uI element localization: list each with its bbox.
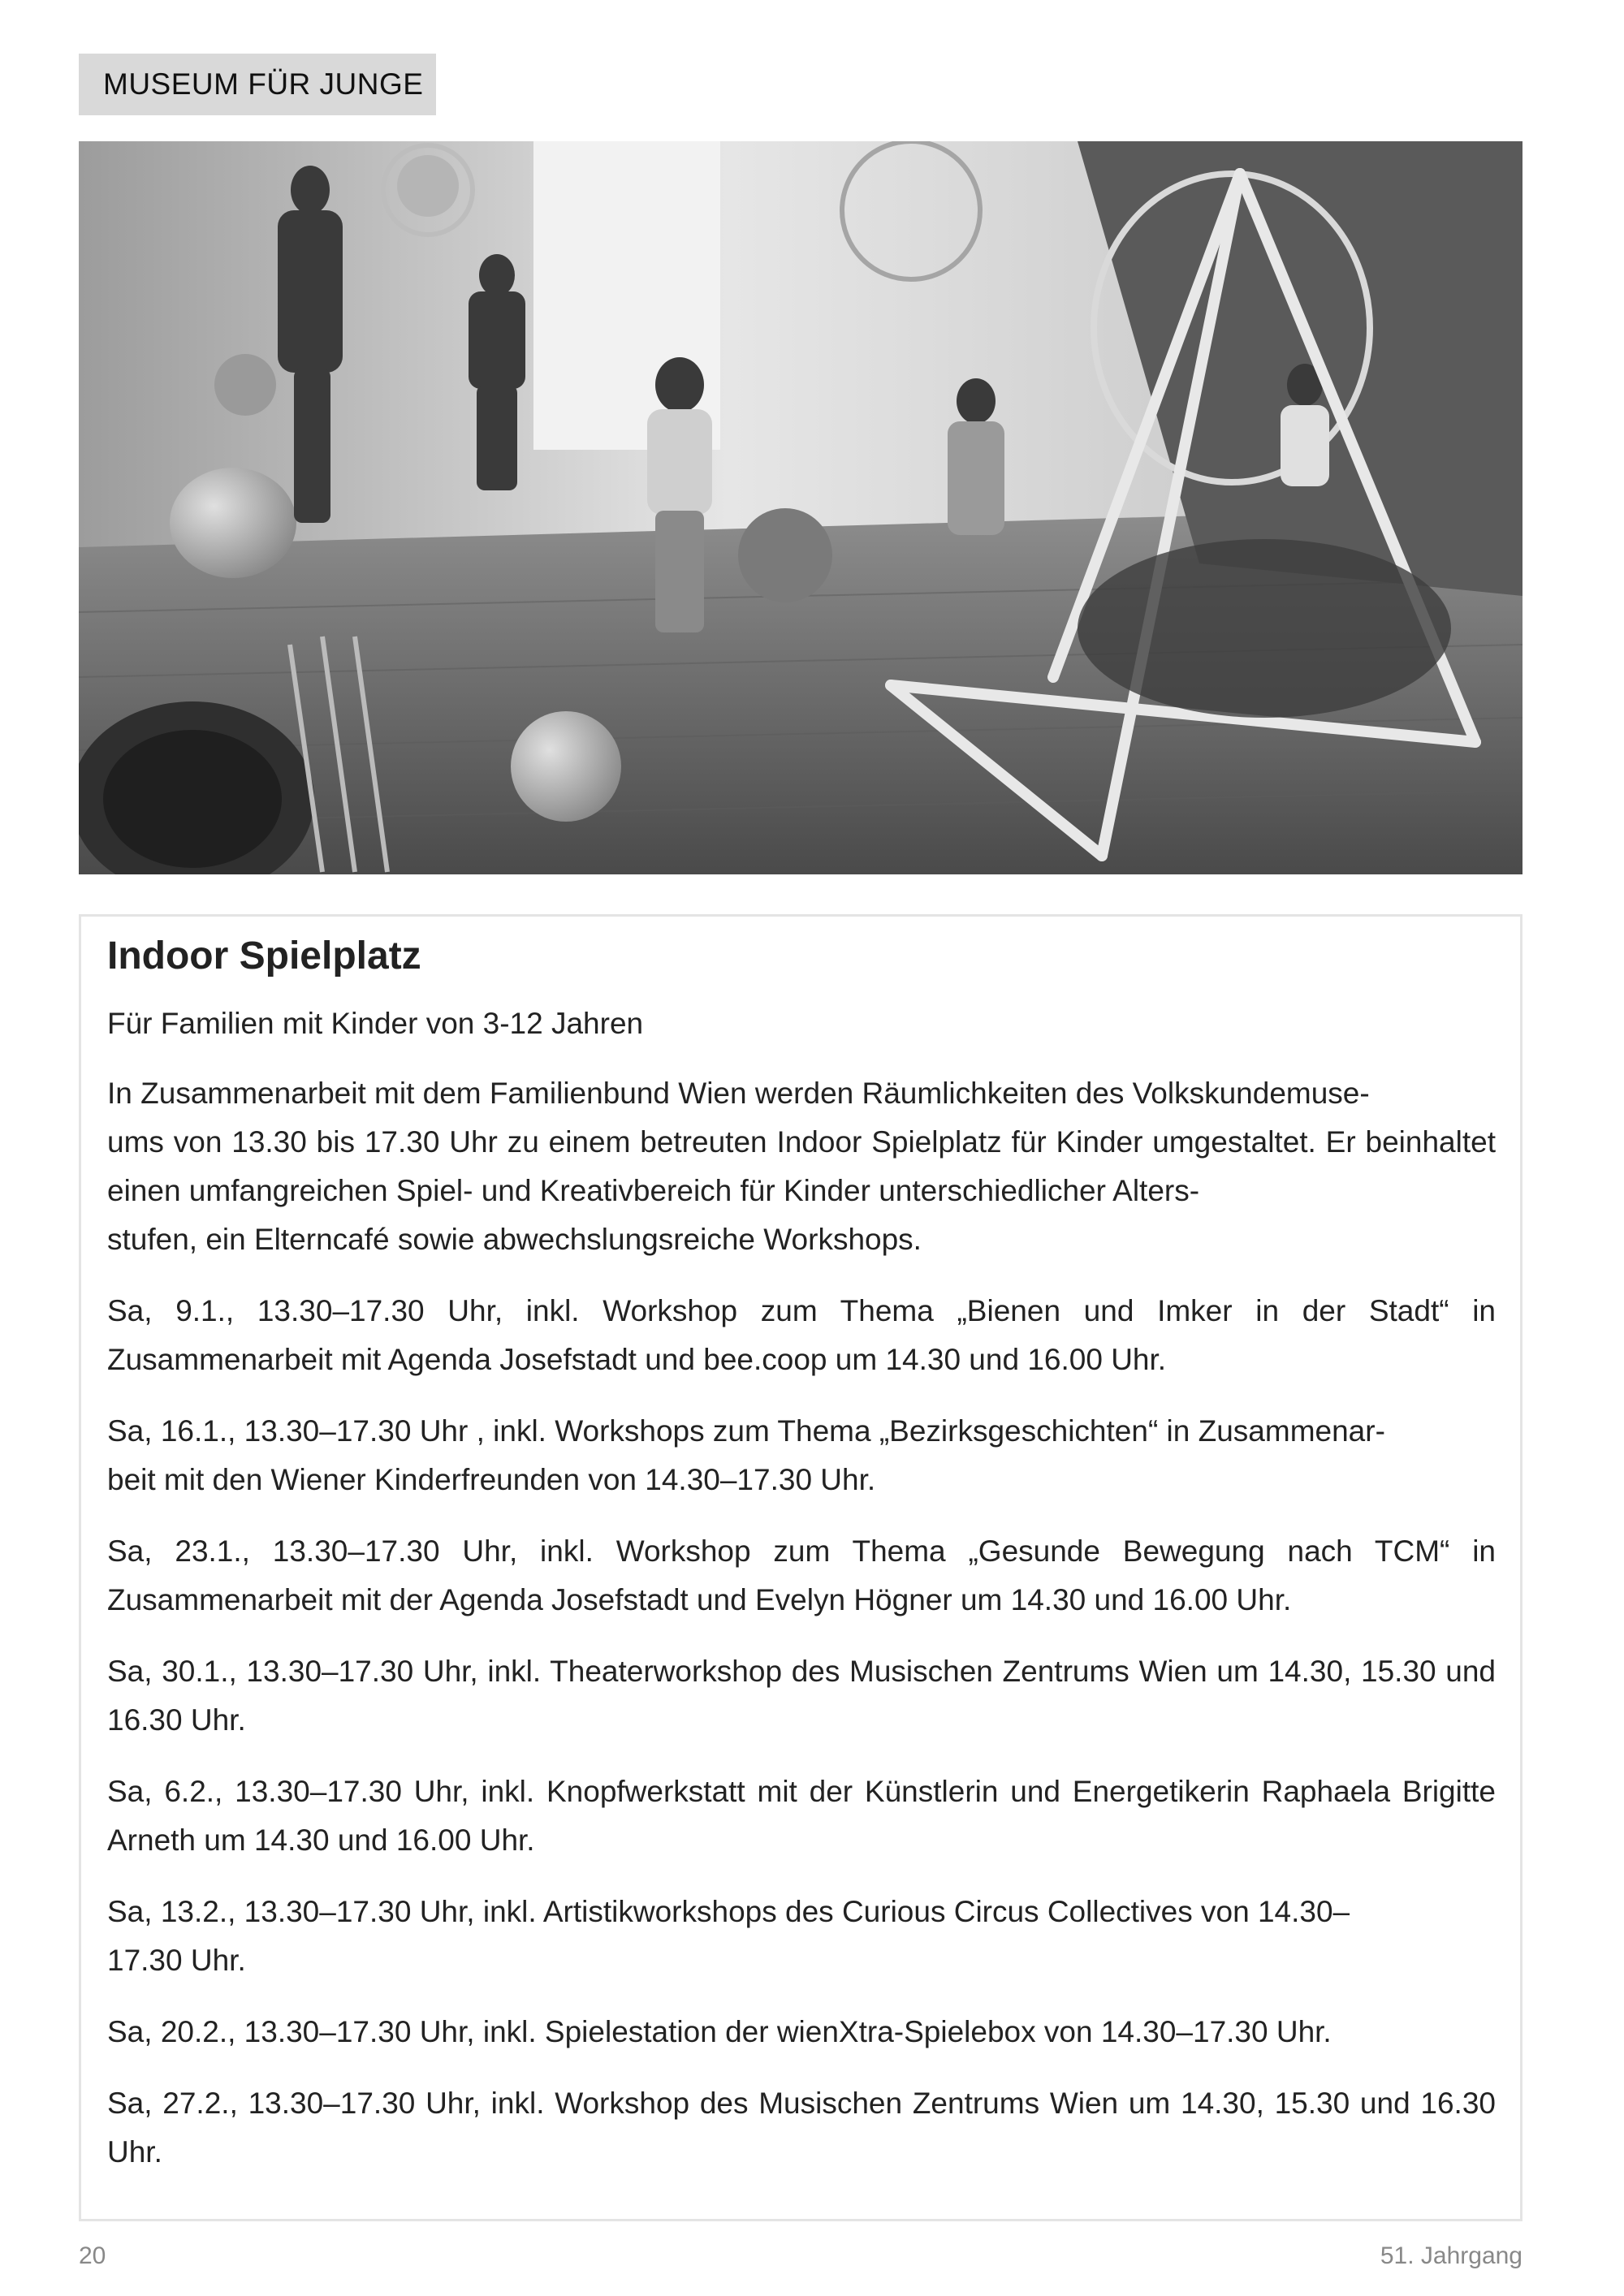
event-item: Sa, 16.1., 13.30–17.30 Uhr , inkl. Workshops zum Thema „Bezirksgeschichten“ in Zusammenar- beit mit den Wiener Kinderfreunden von 14.30–17.30 Uhr.: [107, 1414, 1385, 1497]
event-item: Sa, 13.2., 13.30–17.30 Uhr, inkl. Artistikworkshops des Curious Circus Collectives von 14.30– 17.30 Uhr.: [107, 1895, 1350, 1978]
event-item: Sa, 6.2., 13.30–17.30 Uhr, inkl. Knopfwerkstatt mit der Künstlerin und Energetikerin Raphaela Brigitte Arneth um 14.30 und 16.00 Uhr.: [107, 1775, 1496, 1858]
event-item: Sa, 23.1., 13.30–17.30 Uhr, inkl. Workshop zum Thema „Gesunde Bewegung nach TCM“ in Zusammenarbeit mit der Agenda Josefstadt und Evelyn Högner um 14.30 und 16.00 Uhr.: [107, 1534, 1496, 1617]
event-item: Sa, 9.1., 13.30–17.30 Uhr, inkl. Workshop zum Thema „Bienen und Imker in der Stadt“ in Zusammenarbeit mit Agenda Josefstadt und bee.coop um 14.30 und 16.00 Uhr.: [107, 1294, 1496, 1377]
event-item: Sa, 30.1., 13.30–17.30 Uhr, inkl. Theaterworkshop des Musischen Zentrums Wien um 14.30, 15.30 und 16.30 Uhr.: [107, 1655, 1496, 1737]
article-title: Indoor Spielplatz: [107, 934, 421, 978]
photo-playground-children: [79, 141, 1522, 874]
article-subtitle: Für Familien mit Kinder von 3-12 Jahren: [107, 1007, 644, 1041]
event-item: Sa, 27.2., 13.30–17.30 Uhr, inkl. Workshop des Musischen Zentrums Wien um 14.30, 15.30 und 16.30 Uhr.: [107, 2087, 1496, 2169]
section-tag: MUSEUM FÜR JUNGE: [79, 54, 436, 115]
page-number: 20: [79, 2242, 106, 2269]
event-item: Sa, 20.2., 13.30–17.30 Uhr, inkl. Spielestation der wienXtra-Spielebox von 14.30–17.30 Uhr.: [107, 2015, 1332, 2049]
article-box: [79, 914, 1522, 2221]
photo-illustration: [79, 141, 1522, 874]
issue-label: 51. Jahrgang: [1380, 2242, 1522, 2269]
article-intro: In Zusammenarbeit mit dem Familienbund Wien werden Räumlichkeiten des Volkskundemuse- ums von 13.30 bis 17.30 Uhr zu einem betreuten Indoor Spielplatz für Kinder umgestaltet. Er beinhaltet einen umfangreichen Spiel- und Kreativbereich für Kinder unterschiedlicher Alters- stufen, ein Elterncafé sowie abwechslungsreiche Workshops.: [107, 1077, 1496, 1257]
article-content: [107, 931, 1496, 2199]
